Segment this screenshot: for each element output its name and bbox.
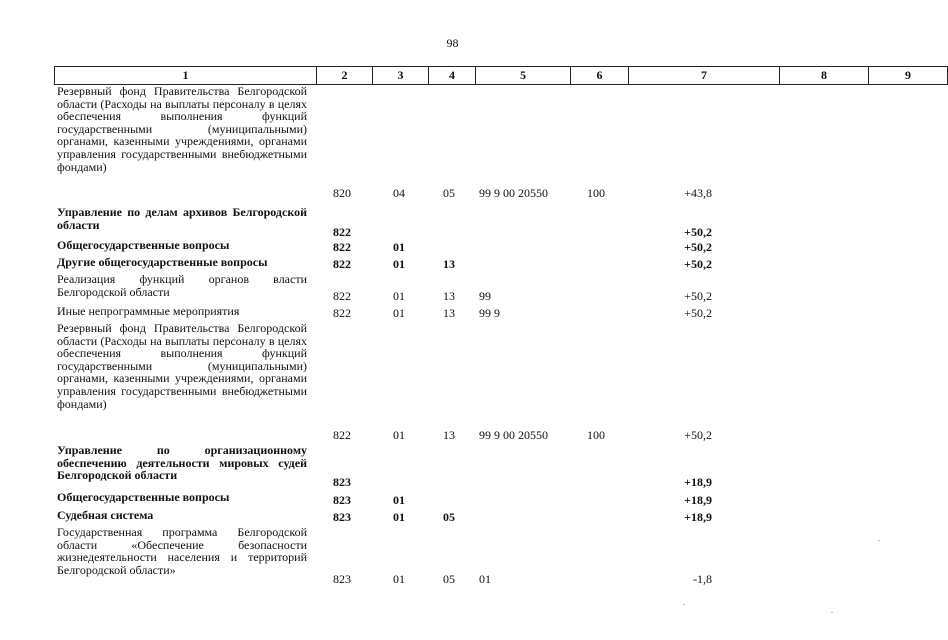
row-value-c4: 13: [443, 306, 455, 321]
table-row: [0, 444, 905, 489]
row-value-c4: 13: [443, 257, 455, 272]
scan-speck: [831, 612, 833, 613]
row-value-c5: 99: [479, 289, 491, 304]
row-value-c3: 01: [393, 510, 405, 525]
scan-speck: [683, 604, 685, 605]
table-row: [0, 85, 905, 200]
row-value-c7: +18,9: [684, 493, 712, 508]
table-row: [0, 305, 905, 320]
row-name: Государственная программа Белгородской области «Обеспечение безопасности жизнедеятельности населения и территорий Белгородской области»: [57, 525, 307, 577]
row-value-c3: 01: [393, 240, 405, 255]
table-row: [0, 239, 905, 254]
row-name: Резервный фонд Правительства Белгородской области (Расходы на выплаты персоналу в целях обеспечения выполнения функций государственными (муниципальными) органами, казенными учреждениями, органами управления государственными внебюджетными фондами): [57, 321, 307, 411]
row-value-c7: +43,8: [684, 186, 712, 201]
table-row: [0, 491, 905, 507]
table-row: [0, 273, 905, 303]
header-col-6: 6: [571, 67, 629, 84]
row-value-c7: +50,2: [684, 240, 712, 255]
row-name: Иные непрограммные мероприятия: [57, 304, 240, 318]
header-col-2: 2: [317, 67, 373, 84]
row-value-c4: 13: [443, 428, 455, 443]
row-value-c3: 01: [393, 306, 405, 321]
row-value-c2: 822: [333, 257, 351, 272]
row-name: Резервный фонд Правительства Белгородской области (Расходы на выплаты персоналу в целях обеспечения выполнения функций государственными (муниципальными) органами, казенными учреждениями, органами управления государственными внебюджетными фондами): [57, 84, 307, 174]
header-col-1: 1: [55, 67, 317, 84]
row-value-c6: 100: [587, 186, 605, 201]
row-value-c7: -1,8: [693, 572, 712, 587]
row-value-c3: 01: [393, 493, 405, 508]
row-value-c5: 99 9: [479, 306, 500, 321]
row-name: Судебная система: [57, 508, 154, 522]
row-value-c3: 01: [393, 572, 405, 587]
scan-speck: [878, 540, 880, 541]
table-row: [0, 526, 905, 586]
row-name: Общегосударственные вопросы: [57, 238, 230, 252]
row-value-c2: 823: [333, 475, 351, 490]
row-value-c4: 05: [443, 572, 455, 587]
row-value-c7: +50,2: [684, 225, 712, 240]
row-value-c2: 823: [333, 510, 351, 525]
row-value-c7: +50,2: [684, 257, 712, 272]
row-value-c2: 823: [333, 493, 351, 508]
row-value-c2: 822: [333, 240, 351, 255]
row-name: Другие общегосударственные вопросы: [57, 255, 268, 269]
table-row: [0, 509, 905, 524]
row-value-c3: 04: [393, 186, 405, 201]
row-value-c2: 822: [333, 306, 351, 321]
row-value-c3: 01: [393, 428, 405, 443]
header-col-7: 7: [629, 67, 780, 84]
row-value-c7: +50,2: [684, 289, 712, 304]
row-value-c2: 822: [333, 428, 351, 443]
row-value-c3: 01: [393, 257, 405, 272]
header-col-9: 9: [869, 67, 948, 84]
row-value-c4: 13: [443, 289, 455, 304]
page-number: 98: [446, 36, 459, 50]
header-col-8: 8: [780, 67, 869, 84]
row-value-c5: 99 9 00 20550: [479, 428, 548, 443]
header-col-3: 3: [373, 67, 429, 84]
table-header: [54, 66, 948, 85]
table-row: [0, 322, 905, 442]
row-value-c2: 822: [333, 225, 351, 240]
row-value-c6: 100: [587, 428, 605, 443]
row-name: Управление по организационному обеспечению деятельности мировых судей Белгородской области: [57, 443, 307, 483]
row-value-c3: 01: [393, 289, 405, 304]
table-row: [0, 206, 905, 239]
header-col-5: 5: [476, 67, 571, 84]
row-value-c4: 05: [443, 510, 455, 525]
table-body: [0, 85, 905, 586]
row-value-c2: 823: [333, 572, 351, 587]
row-value-c7: +18,9: [684, 510, 712, 525]
table-row: [0, 256, 905, 271]
row-value-c7: +18,9: [684, 475, 712, 490]
row-value-c7: +50,2: [684, 428, 712, 443]
row-name: Реализация функций органов власти Белгородской области: [57, 272, 307, 299]
header-col-4: 4: [429, 67, 476, 84]
row-value-c2: 820: [333, 186, 351, 201]
row-value-c4: 05: [443, 186, 455, 201]
row-name: Общегосударственные вопросы: [57, 490, 230, 504]
row-value-c7: +50,2: [684, 306, 712, 321]
row-value-c2: 822: [333, 289, 351, 304]
row-value-c5: 01: [479, 572, 491, 587]
row-name: Управление по делам архивов Белгородской области: [57, 205, 307, 232]
row-value-c5: 99 9 00 20550: [479, 186, 548, 201]
